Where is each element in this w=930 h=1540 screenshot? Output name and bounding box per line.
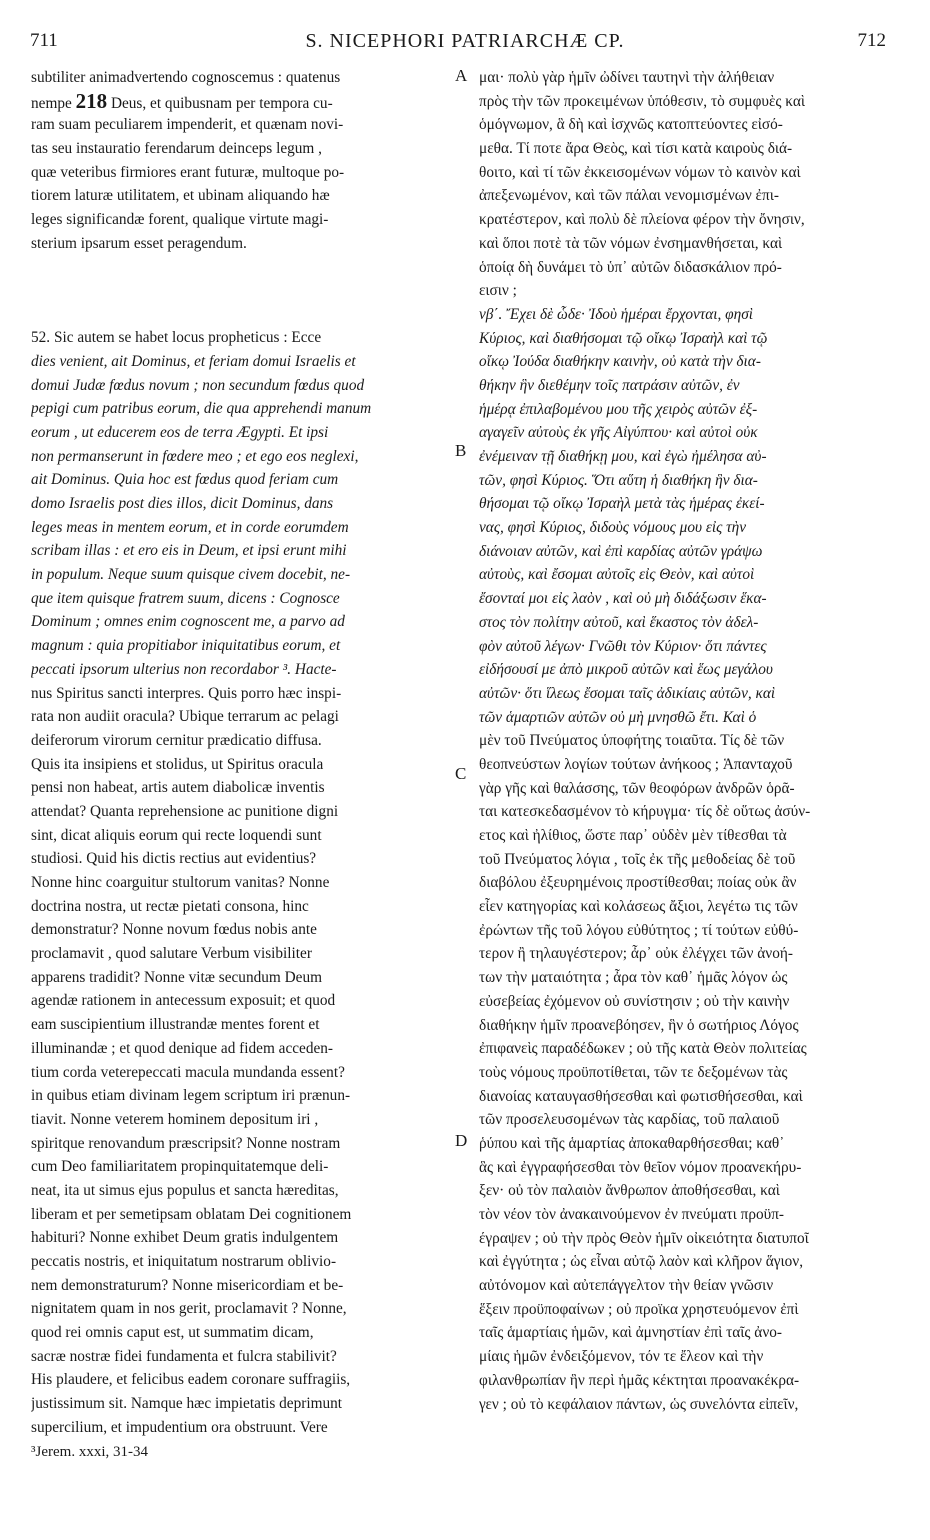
- latin-paragraph-52: [31, 326, 459, 1439]
- latin-line: nempe 218 Deus, et quibusnam per tempora cu-: [31, 89, 333, 113]
- latin-line: tiavit. Nonne veterem hominem depositum iri ,: [31, 1110, 319, 1128]
- latin-line: justissimum sit. Namque hæc impietatis deprimunt: [31, 1395, 343, 1413]
- greek-column: [479, 66, 897, 1416]
- greek-line: θεοπνεύστων λογίων τούτων ἀνήκοος ; Ἁπανταχοῦ: [479, 755, 793, 773]
- greek-line: ἡμέρᾳ ἐπιλαβομένου μου τῆς χειρὸς αὐτῶν ἐξ-: [479, 400, 758, 418]
- greek-line: αὐτοὺς, καὶ ἔσομαι αὐτοῖς εἰς Θεὸν, καὶ αὐτοὶ: [479, 566, 755, 584]
- margin-letter-b: B: [455, 441, 467, 460]
- greek-line: των τὴν ματαιότητα ; ἆρα τὸν καθ᾽ ἡμᾶς λόγον ὡς: [479, 969, 788, 987]
- greek-line: γεν ; οὐ τὸ κεφάλαιον πάντων, ὡς συνελόντα εἰπεῖν,: [479, 1395, 799, 1413]
- latin-line: nem demonstraturum? Nonne misericordiam et be-: [31, 1276, 344, 1294]
- greek-line: θήσομαι τῷ οἴκῳ Ἰσραὴλ μετὰ τὰς ἡμέρας ἐκεί-: [479, 495, 765, 513]
- greek-line: ξεν· οὐ τὸν παλαιὸν ἄνθρωπον ἀποθήσεσθαι, καὶ: [479, 1182, 780, 1200]
- greek-line: πρὸς τὴν τῶν προκειμένων ὑπόθεσιν, τὸ συμφυὲς καὶ: [479, 92, 806, 110]
- latin-line: in quibus etiam divinam legem scriptum iri prænun-: [31, 1087, 351, 1105]
- latin-line: pepigi cum patribus eorum, die qua apprehendi manum: [31, 400, 372, 418]
- latin-line: domui Judæ fœdus novum ; non secundum fœdus quod: [31, 376, 365, 394]
- greek-line: κρατέστερον, καὶ πολὺ δὲ πλείονα φέρον τὴν ὄνησιν,: [479, 211, 805, 229]
- greek-line: αὐτῶν· ὅτι ἵλεως ἔσομαι ταῖς ἀδικίαις αὐτῶν, καὶ: [479, 684, 776, 702]
- page-header: [0, 30, 930, 60]
- running-title: S. NICEPHORI PATRIARCHÆ CP.: [305, 30, 625, 52]
- greek-line: ἔσονταί μοι εἰς λαὸν , καὶ οὐ μὴ διδάξωσιν ἕκα-: [479, 590, 767, 608]
- greek-line: θήκην ἣν διεθέμην τοῖς πατράσιν αὐτῶν, ἐν: [479, 376, 740, 394]
- greek-line: διανοίας καταυγασθήσεσθαι καὶ φωτισθήσεσθαι, καὶ: [479, 1087, 803, 1105]
- greek-line: καὶ ὅποι ποτὲ τὰ τῶν νόμων ἐνσημανθήσεται, καὶ: [479, 234, 783, 252]
- latin-line: peccatis nostris, et iniquitatum nostrarum oblivio-: [31, 1253, 337, 1270]
- greek-line: ἐνέμειναν τῇ διαθήκῃ μου, καὶ ἐγὼ ἠμέλησα αὐ-: [479, 448, 767, 465]
- greek-line: τερον ἢ τηλαυγέστερον; ἆρ᾽ οὐκ ἐλέγχει τῶν ἀνοή-: [479, 945, 793, 963]
- greek-line: ἕξειν προϋποφαίνων ; οὐ προϊκα χρηστευόμενον ἐπὶ: [479, 1300, 799, 1318]
- latin-line: spiritque renovandum præscripsit? Nonne nostram: [31, 1134, 341, 1152]
- margin-letter-c: C: [455, 764, 467, 783]
- greek-line: έγραψεν ; οὐ τὴν πρὸς Θεὸν ἡμῖν οἰκειότητα διατυποῖ: [479, 1229, 809, 1247]
- latin-line: attendat? Quanta reprehensione ac punitione digni: [31, 802, 339, 820]
- latin-line: agendæ rationem in antecessum exposuit; et quod: [31, 992, 336, 1010]
- greek-line: στος τὸν πολίτην αὐτοῦ, καὶ ἕκαστος τὸν ἀδελ-: [479, 613, 759, 631]
- greek-line: διάνοιαν αὐτῶν, καὶ ἐπὶ καρδίας αὐτῶν γράψω: [479, 542, 763, 560]
- greek-line: τοῦ Πνεύματος λόγια , τοῖς ἐκ τῆς μεθοδείας δὲ τοῦ: [479, 850, 796, 868]
- greek-line: τοὺς νόμους προϋποτίθεται, τῶν τε δεξομένων τὰς: [479, 1063, 788, 1081]
- latin-line: Quis ita insipiens et stolidus, ut Spiritus oracula: [31, 755, 324, 773]
- greek-line: φὸν αὐτοῦ λέγων· Γνῶθι τὸν Κύριον· ὅτι πάντες: [479, 637, 767, 655]
- greek-line: ἃς καὶ ἐγγραφήσεσθαι τὸν θεῖον νόμον προανεκήρυ-: [479, 1158, 802, 1176]
- greek-line: μίαις ἡμῶν ἐνδειξόμενον, τόν τε ἔλεον καὶ τὴν: [479, 1348, 764, 1366]
- greek-line: τῶν προσελευσομένων τὰς καρδίας, τοῦ παλαιοῦ: [479, 1111, 780, 1129]
- latin-line: neat, ita ut simus ejus populus et sancta hæreditas,: [31, 1181, 339, 1199]
- greek-line: τῶν, φησὶ Κύριος. Ὅτι αὕτη ἡ διαθήκη ἣν δια-: [479, 471, 758, 489]
- right-page-number: 712: [857, 30, 886, 51]
- greek-line: φιλανθρωπίαν ἣν περὶ ἡμᾶς κέκτηται προανακέκρα-: [479, 1371, 800, 1389]
- latin-line: nus Spiritus sancti interpres. Quis porro hæc inspi-: [31, 684, 342, 702]
- greek-line: διαβόλου ἐξευρημένοις προστίθεσθαι; ποίας οὐκ ἂν: [479, 874, 797, 892]
- latin-line: eam suscipientium illustrandæ mentes forent et: [31, 1016, 320, 1034]
- latin-line: deiferorum virorum cernitur prædicatio diffusa.: [31, 731, 322, 749]
- latin-line: sint, dicat aliquis eorum qui recte loquendi sunt: [31, 826, 322, 844]
- latin-line: in populum. Neque suum quisque civem docebit, ne-: [31, 566, 351, 584]
- latin-line: sterium ipsarum esset peragendum.: [31, 234, 247, 252]
- latin-line: ram suam peculiarem impenderit, et quænam novi-: [31, 116, 344, 134]
- latin-line: non permanserunt in fœdere meo ; et ego eos neglexi,: [31, 447, 359, 465]
- latin-line: pensi non habeat, artis autem diabolicæ inventis: [31, 779, 325, 797]
- latin-line: tium corda veterepeccati macula mundanda essent?: [31, 1063, 345, 1081]
- greek-line: ὁμόγνωμον, ἃ δὴ καὶ ἰσχνῶς κατοπτεύοντες εἰσό-: [479, 116, 783, 134]
- greek-line: ετος καὶ ἠλίθιος, ὥστε παρ᾽ οὐδὲν μὲν τίθεσθαι τὰ: [479, 827, 787, 844]
- greek-line: ἐρώντων τῆς τοῦ λόγου εὐθύτητος ; τί τούτων εὐθύ-: [479, 921, 799, 939]
- left-page-number: 711: [30, 30, 58, 51]
- greek-line: μεθα. Τί ποτε ἄρα Θεὸς, καὶ τίσι κατὰ καιροὺς διά-: [479, 140, 793, 158]
- latin-line: sacræ nostræ fidei fundamenta et fulcra stabilivit?: [31, 1347, 337, 1365]
- latin-line: que item quisque fratrem suum, dicens : Cognosce: [31, 589, 340, 607]
- greek-line: νβ΄. Ἔχει δὲ ὧδε· Ἰδοὺ ἡμέραι ἔρχονται, φησὶ: [479, 305, 754, 323]
- greek-line: αγαγεῖν αὐτοὺς ἐκ γῆς Αἰγύπτου· καὶ αὐτοὶ οὐκ: [479, 424, 758, 442]
- margin-letter-a: A: [455, 66, 468, 85]
- greek-line: ται κατεσκεδασμένον τὸ κήρυγμα· τίς δὲ οὕτως ἀσύν-: [479, 803, 811, 821]
- latin-line: leges significandæ forent, qualique virtute magi-: [31, 211, 329, 229]
- latin-line: rata non audiit oracula? Ubique terrarum ac pelagi: [31, 708, 339, 726]
- latin-line: peccati ipsorum ulterius non recordabor ³. Hacte-: [31, 660, 337, 678]
- greek-line: εὐσεβείας ἐχόμενον οὐ συνίστησιν ; οὐ τὴν καινὴν: [479, 992, 790, 1010]
- greek-line: εἰδήσουσί με ἀπὸ μικροῦ αὐτῶν καὶ ἕως μεγάλου: [479, 661, 773, 679]
- greek-line: εἶεν κατηγορίας καὶ κολάσεως ἄξιοι, λεγέτω τις τῶν: [479, 898, 798, 916]
- margin-letter-d: D: [455, 1131, 468, 1150]
- greek-line: ταῖς ἁμαρτίαις ἡμῶν, καὶ ἀμνηστίαν ἐπὶ ταῖς ἀνο-: [479, 1324, 782, 1342]
- greek-line: Κύριος, καὶ διαθήσομαι τῷ οἴκῳ Ἰσραὴλ καὶ τῷ: [479, 329, 768, 347]
- latin-line: illuminandæ ; et quod denique ad fidem acceden-: [31, 1039, 334, 1057]
- greek-line: ἐπιφανεὶς παραδέδωκεν ; οὐ τῆς κατὰ Θεὸν πολιτείας: [479, 1040, 807, 1058]
- greek-line: μὲν τοῦ Πνεύματος ὑποφήτης τοιαῦτα. Τίς δὲ τῶν: [479, 732, 785, 750]
- latin-line: subtiliter animadvertendo cognoscemus : quatenus: [31, 69, 341, 86]
- latin-line: leges meas in mentem eorum, et in corde eorumdem: [31, 518, 349, 536]
- latin-line: cum Deo familiaritatem propinquitatemque deli-: [31, 1158, 329, 1176]
- greek-line: θοιτο, καὶ τί τῶν ἐκκεισομένων νόμων τὸ καινὸν καὶ: [479, 163, 801, 181]
- latin-line: scribam illas : et ero eis in Deum, et ipsi erunt mihi: [31, 542, 347, 560]
- latin-line: liberam et per semetipsam oblatam Dei cognitionem: [31, 1205, 352, 1223]
- latin-column: [31, 66, 459, 1440]
- latin-line: dies venient, ait Dominus, et feriam domui Israelis et: [31, 352, 356, 370]
- marginal-number: 218: [75, 89, 108, 113]
- footnote: ³Jerem. xxxi, 31-34: [31, 1444, 148, 1460]
- latin-line: [31, 256, 459, 280]
- greek-line: τὸν νέον τὸν ἀνακαινούμενον ἐν πνεύματι προϋπ-: [479, 1206, 785, 1223]
- greek-line: τῶν ἁμαρτιῶν αὐτῶν οὐ μὴ μνησθῶ ἔτι. Καὶ ὁ: [479, 708, 757, 726]
- latin-line: studiosi. Quid his dictis rectius aut evidentius?: [31, 850, 317, 868]
- greek-line: μαι· πολὺ γὰρ ἡμῖν ὠδίνει ταυτηνὶ τὴν ἀλήθειαν: [479, 69, 775, 86]
- latin-line: doctrina nostra, ut rectæ pietati consona, hinc: [31, 897, 309, 915]
- greek-line: ἀπεξενωμένον, καὶ τῶν πάλαι νενομισμένων ἐπι-: [479, 187, 779, 205]
- latin-line: tas seu instauratio ferendarum deinceps legum ,: [31, 140, 322, 158]
- latin-line: demonstratur? Nonne novum fœdus nobis ante: [31, 921, 317, 939]
- latin-line: nignitatem quam in nos gerit, proclamavit ? Nonne,: [31, 1300, 347, 1318]
- greek-line: οἴκῳ Ἰούδα διαθήκην καινὴν, οὐ κατὰ τὴν δια-: [479, 353, 761, 371]
- latin-line: Nonne hinc coarguitur stultorum vanitas? Nonne: [31, 874, 330, 891]
- greek-line: νας, φησὶ Κύριος, διδοὺς νόμους μου εἰς τὴν: [479, 519, 746, 537]
- latin-line: magnum : quia propitiabor iniquitatibus eorum, et: [31, 637, 341, 655]
- latin-line: tiorem laturæ utilitatem, et ubinam aliquando hæ: [31, 187, 330, 205]
- latin-line: 52. Sic autem se habet locus propheticus : Ecce: [31, 329, 322, 347]
- latin-line: His plaudere, et felicibus eadem coronare suffragiis,: [31, 1371, 351, 1389]
- latin-line: ait Dominus. Quia hoc est fœdus quod feriam cum: [31, 471, 339, 489]
- greek-line: αὐτόνομον καὶ αὐτεπάγγελτον τὴν θείαν γνῶσιν: [479, 1277, 774, 1295]
- latin-line: quæ veteribus firmiores erant futuræ, multoque po-: [31, 163, 345, 181]
- latin-line: quod rei omnis caput est, ut summatim dicam,: [31, 1324, 314, 1342]
- greek-line: εισιν ;: [479, 282, 517, 300]
- latin-line: habituri? Nonne exhibet Deum gratis indulgentem: [31, 1229, 339, 1247]
- greek-line: ὁποίᾳ δὴ δυνάμει τὸ ὑπ᾽ αὐτῶν διδασκάλιον πρό-: [479, 258, 782, 276]
- latin-line: eorum , ut educerem eos de terra Ægypti. Et ipsi: [31, 423, 329, 441]
- greek-line: ῥύπου καὶ τῆς ἁμαρτίας ἀποκαθαρθήσεσθαι; καθ᾽: [479, 1134, 785, 1152]
- greek-line: γὰρ γῆς καὶ θαλάσσης, τῶν θεοφόρων ἀνδρῶν ὁρᾶ-: [479, 779, 795, 797]
- latin-line: Dominum ; omnes enim cognoscent me, a parvo ad: [31, 613, 345, 631]
- latin-line: domo Israelis post dies illos, dicit Dominus, dans: [31, 495, 334, 512]
- greek-line: διαθήκην ἡμῖν προανεβόησεν, ἣν ὁ σωτήριος Λόγος: [479, 1016, 799, 1034]
- latin-line: apparens tradidit? Nonne vitæ secundum Deum: [31, 968, 322, 986]
- greek-line: καὶ ἐγγύτητα ; ὡς εἶναι αὐτῷ λαὸν καὶ κλῆρον ἅγιον,: [479, 1253, 804, 1271]
- latin-line: proclamavit , quod salutare Verbum visibiliter: [31, 945, 312, 963]
- latin-line: supercilium, et impudentium ora obstruunt. Vere: [31, 1418, 328, 1436]
